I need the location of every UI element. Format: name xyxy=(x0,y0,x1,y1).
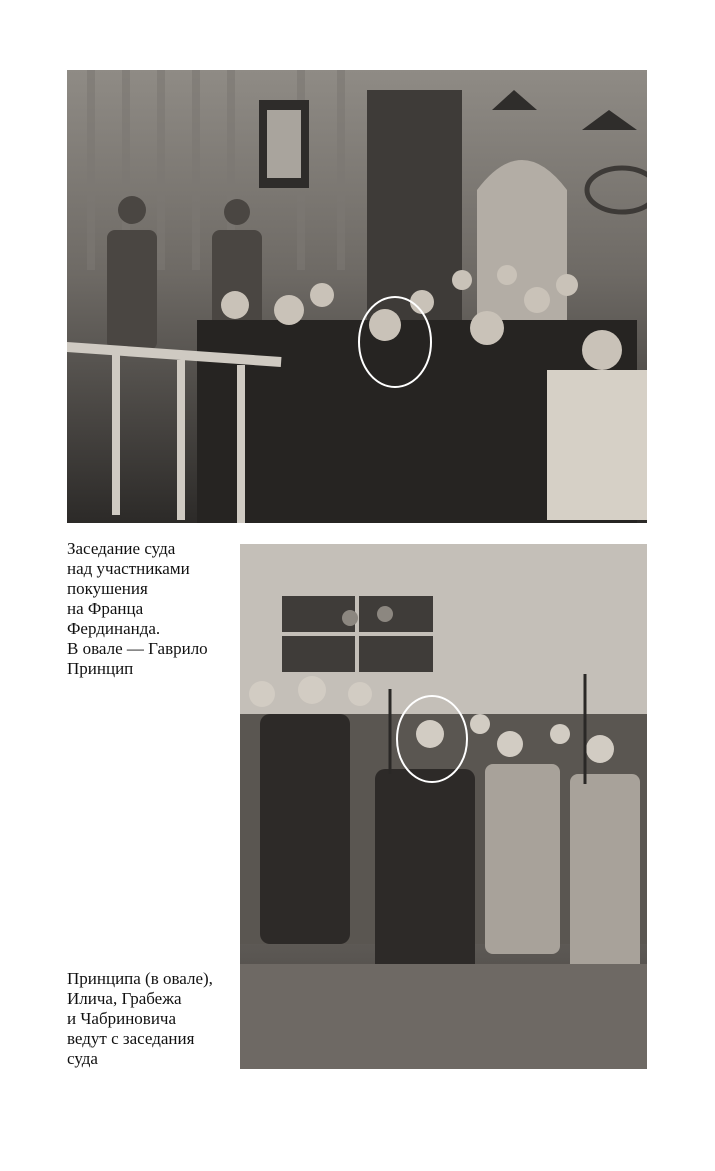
courtroom-photo xyxy=(67,70,647,523)
courtroom-photo-image xyxy=(67,70,647,523)
escort-photo-image xyxy=(240,544,647,1069)
escort-caption: Принципа (в овале), Илича, Грабежа и Чабриновича ведут с заседания суда xyxy=(67,969,213,1068)
courtroom-caption: Заседание суда над участниками покушения на Франца Фердинанда. В овале — Гаврило Принцип xyxy=(67,539,208,678)
escort-photo xyxy=(240,544,647,1069)
